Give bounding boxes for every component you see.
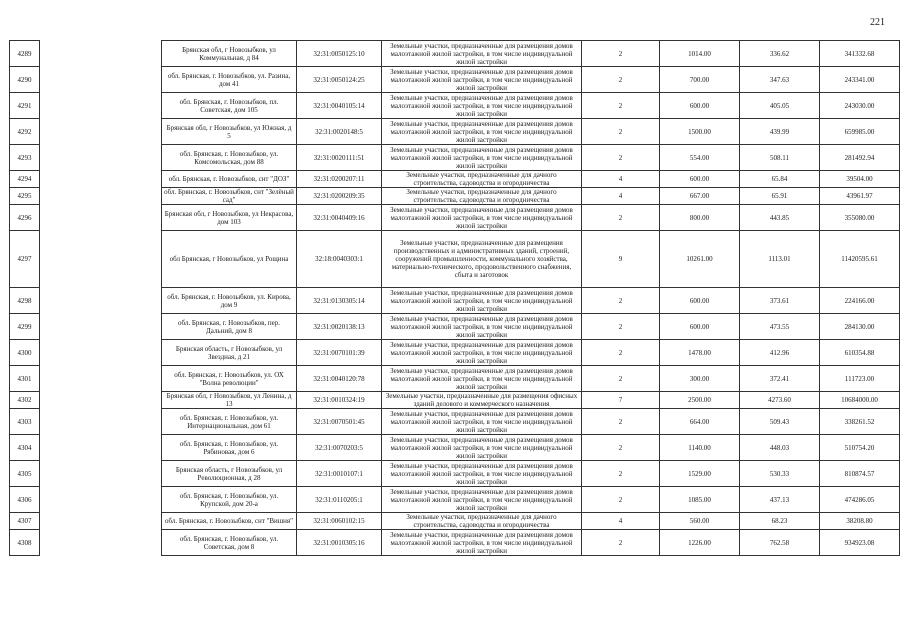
- row-number-cell: 4295: [10, 188, 40, 205]
- cadastral-number-cell: 32:31:0010324:19: [297, 392, 382, 409]
- cadastral-cost-cell: 934923.08: [820, 530, 900, 556]
- area-cell: 600.00: [660, 314, 740, 340]
- cadastral-number-cell: 32:31:0050124:25: [297, 67, 382, 93]
- cadastral-cost-cell: 510754.20: [820, 435, 900, 461]
- unit-value-cell: 1113.01: [740, 231, 820, 288]
- cadastral-number-cell: 32:18:0040303:1: [297, 231, 382, 288]
- cadastral-cost-cell: 224166.00: [820, 288, 900, 314]
- land-use-cell: Земельные участки, предназначенные для размещения домов малоэтажной жилой застройки, в том числе индивидуальной жилой застройки: [382, 67, 582, 93]
- cadastral-cost-cell: 341332.68: [820, 41, 900, 67]
- cadastral-number-cell: 32:31:0200207:11: [297, 171, 382, 188]
- cadastral-cost-cell: 43961.97: [820, 188, 900, 205]
- table-row: [10, 461, 900, 487]
- land-use-cell: Земельные участки, предназначенные для размещения домов малоэтажной жилой застройки, в том числе индивидуальной жилой застройки: [382, 530, 582, 556]
- cadastral-number-cell: 32:31:0040120:78: [297, 366, 382, 392]
- empty-gap-cell: [40, 119, 162, 145]
- land-use-cell: Земельные участки, предназначенные для размещения домов малоэтажной жилой застройки, в том числе индивидуальной жилой застройки: [382, 409, 582, 435]
- unit-value-cell: 762.58: [740, 530, 820, 556]
- land-use-cell: Земельные участки, предназначенные для дачного строительства, садоводства и огородничества: [382, 513, 582, 530]
- address-cell: обл. Брянская, г. Новозыбков, пер. Дальний, дом 8: [162, 314, 297, 340]
- group-number-cell: 2: [582, 314, 660, 340]
- group-number-cell: 2: [582, 530, 660, 556]
- cadastral-cost-cell: 284130.00: [820, 314, 900, 340]
- area-cell: 1085.00: [660, 487, 740, 513]
- empty-gap-cell: [40, 435, 162, 461]
- cadastral-number-cell: 32:31:0060102:15: [297, 513, 382, 530]
- cadastral-cost-cell: 39504.00: [820, 171, 900, 188]
- land-use-cell: Земельные участки, предназначенные для размещения домов малоэтажной жилой застройки, в том числе индивидуальной жилой застройки: [382, 205, 582, 231]
- land-use-cell: Земельные участки, предназначенные для размещения домов малоэтажной жилой застройки, в том числе индивидуальной жилой застройки: [382, 288, 582, 314]
- area-cell: 300.00: [660, 366, 740, 392]
- area-cell: 560.00: [660, 513, 740, 530]
- empty-gap-cell: [40, 171, 162, 188]
- group-number-cell: 4: [582, 513, 660, 530]
- empty-gap-cell: [40, 93, 162, 119]
- group-number-cell: 2: [582, 288, 660, 314]
- row-number-cell: 4297: [10, 231, 40, 288]
- unit-value-cell: 336.62: [740, 41, 820, 67]
- table-row: [10, 231, 900, 288]
- area-cell: 1140.00: [660, 435, 740, 461]
- cadastral-cost-cell: 474286.05: [820, 487, 900, 513]
- row-number-cell: 4302: [10, 392, 40, 409]
- land-use-cell: Земельные участки, предназначенные для дачного строительства, садоводства и огородничества: [382, 188, 582, 205]
- address-cell: Брянская обл, г Новозыбков, ул Коммунальная, д 84: [162, 41, 297, 67]
- address-cell: обл. Брянская, г. Новозыбков, ул. Комсомольская, дом 88: [162, 145, 297, 171]
- empty-gap-cell: [40, 231, 162, 288]
- row-number-cell: 4290: [10, 67, 40, 93]
- cadastral-number-cell: 32:31:0110205:1: [297, 487, 382, 513]
- unit-value-cell: 508.11: [740, 145, 820, 171]
- area-cell: 700.00: [660, 67, 740, 93]
- address-cell: Брянская обл, г Новозыбков, ул Южная, д 5: [162, 119, 297, 145]
- cadastral-number-cell: 32:31:0200209:35: [297, 188, 382, 205]
- table-row: [10, 41, 900, 67]
- empty-gap-cell: [40, 340, 162, 366]
- row-number-cell: 4289: [10, 41, 40, 67]
- address-cell: обл. Брянская, г. Новозыбков, снт "Вишня": [162, 513, 297, 530]
- unit-value-cell: 443.85: [740, 205, 820, 231]
- area-cell: 1500.00: [660, 119, 740, 145]
- empty-gap-cell: [40, 530, 162, 556]
- address-cell: обл. Брянская, г. Новозыбков, ул. Крупской, дом 20-а: [162, 487, 297, 513]
- area-cell: 1014.00: [660, 41, 740, 67]
- empty-gap-cell: [40, 513, 162, 530]
- cadastral-cost-cell: 281492.94: [820, 145, 900, 171]
- group-number-cell: 2: [582, 435, 660, 461]
- row-number-cell: 4308: [10, 530, 40, 556]
- land-use-cell: Земельные участки, предназначенные для размещения домов малоэтажной жилой застройки, в том числе индивидуальной жилой застройки: [382, 340, 582, 366]
- cadastral-number-cell: 32:31:0130305:14: [297, 288, 382, 314]
- address-cell: обл. Брянская, г. Новозыбков, снт "Зелёный сад": [162, 188, 297, 205]
- group-number-cell: 2: [582, 145, 660, 171]
- land-use-cell: Земельные участки, предназначенные для размещения домов малоэтажной жилой застройки, в том числе индивидуальной жилой застройки: [382, 487, 582, 513]
- empty-gap-cell: [40, 409, 162, 435]
- unit-value-cell: 473.55: [740, 314, 820, 340]
- unit-value-cell: 4273.60: [740, 392, 820, 409]
- area-cell: 800.00: [660, 205, 740, 231]
- area-cell: 1478.00: [660, 340, 740, 366]
- group-number-cell: 2: [582, 409, 660, 435]
- empty-gap-cell: [40, 288, 162, 314]
- row-number-cell: 4303: [10, 409, 40, 435]
- table-row: [10, 530, 900, 556]
- table-row: [10, 487, 900, 513]
- cadastral-value-table: [9, 40, 900, 556]
- land-use-cell: Земельные участки, предназначенные для размещения домов малоэтажной жилой застройки, в том числе индивидуальной жилой застройки: [382, 435, 582, 461]
- cadastral-cost-cell: 610354.88: [820, 340, 900, 366]
- row-number-cell: 4296: [10, 205, 40, 231]
- area-cell: 2500.00: [660, 392, 740, 409]
- table-row: [10, 288, 900, 314]
- cadastral-cost-cell: 11420595.61: [820, 231, 900, 288]
- unit-value-cell: 509.43: [740, 409, 820, 435]
- area-cell: 554.00: [660, 145, 740, 171]
- empty-gap-cell: [40, 314, 162, 340]
- cadastral-number-cell: 32:31:0020111:51: [297, 145, 382, 171]
- address-cell: Брянская обл, г Новозыбков, ул Ленина, д 13: [162, 392, 297, 409]
- group-number-cell: 7: [582, 392, 660, 409]
- empty-gap-cell: [40, 461, 162, 487]
- empty-gap-cell: [40, 205, 162, 231]
- unit-value-cell: 448.03: [740, 435, 820, 461]
- row-number-cell: 4292: [10, 119, 40, 145]
- area-cell: 667.00: [660, 188, 740, 205]
- page-number: 221: [870, 17, 885, 28]
- cadastral-number-cell: 32:31:0010107:1: [297, 461, 382, 487]
- empty-gap-cell: [40, 67, 162, 93]
- group-number-cell: 4: [582, 188, 660, 205]
- cadastral-cost-cell: 38208.80: [820, 513, 900, 530]
- empty-gap-cell: [40, 188, 162, 205]
- address-cell: обл. Брянская, г. Новозыбков, ул. ОХ "Волна революции": [162, 366, 297, 392]
- address-cell: обл. Брянская, г. Новозыбков, пл. Советская, дом 105: [162, 93, 297, 119]
- address-cell: Брянская область, г Новозыбков, ул Звездная, д 21: [162, 340, 297, 366]
- unit-value-cell: 412.96: [740, 340, 820, 366]
- group-number-cell: 2: [582, 461, 660, 487]
- address-cell: обл Брянская, г Новозыбков, ул Рощина: [162, 231, 297, 288]
- table-row: [10, 119, 900, 145]
- unit-value-cell: 372.41: [740, 366, 820, 392]
- address-cell: Брянская обл, г Новозыбков, ул Некрасова, дом 103: [162, 205, 297, 231]
- cadastral-number-cell: 32:31:0070203:5: [297, 435, 382, 461]
- table-row: [10, 435, 900, 461]
- area-cell: 664.00: [660, 409, 740, 435]
- table-row: [10, 392, 900, 409]
- cadastral-cost-cell: 659985.00: [820, 119, 900, 145]
- group-number-cell: 2: [582, 487, 660, 513]
- cadastral-cost-cell: 111723.00: [820, 366, 900, 392]
- cadastral-cost-cell: 338261.52: [820, 409, 900, 435]
- row-number-cell: 4301: [10, 366, 40, 392]
- cadastral-number-cell: 32:31:0020148:5: [297, 119, 382, 145]
- cadastral-number-cell: 32:31:0070101:39: [297, 340, 382, 366]
- row-number-cell: 4300: [10, 340, 40, 366]
- address-cell: обл. Брянская, г. Новозыбков, ул. Кирова, дом 9: [162, 288, 297, 314]
- area-cell: 1529.00: [660, 461, 740, 487]
- land-use-cell: Земельные участки, предназначенные для дачного строительства, садоводства и огородничества: [382, 171, 582, 188]
- empty-gap-cell: [40, 366, 162, 392]
- land-use-cell: Земельные участки, предназначенные для размещения домов малоэтажной жилой застройки, в том числе индивидуальной жилой застройки: [382, 461, 582, 487]
- address-cell: обл. Брянская, г. Новозыбков, ул. Интернациональная, дом 61: [162, 409, 297, 435]
- cadastral-cost-cell: 355080.00: [820, 205, 900, 231]
- unit-value-cell: 65.84: [740, 171, 820, 188]
- cadastral-cost-cell: 243030.00: [820, 93, 900, 119]
- table-row: [10, 93, 900, 119]
- table-row: [10, 513, 900, 530]
- table-row: [10, 188, 900, 205]
- land-use-cell: Земельные участки, предназначенные для размещения домов малоэтажной жилой застройки, в том числе индивидуальной жилой застройки: [382, 119, 582, 145]
- group-number-cell: 2: [582, 67, 660, 93]
- group-number-cell: 2: [582, 119, 660, 145]
- land-use-cell: Земельные участки, предназначенные для размещения домов малоэтажной жилой застройки, в том числе индивидуальной жилой застройки: [382, 314, 582, 340]
- row-number-cell: 4298: [10, 288, 40, 314]
- group-number-cell: 9: [582, 231, 660, 288]
- row-number-cell: 4293: [10, 145, 40, 171]
- table-row: [10, 366, 900, 392]
- cadastral-cost-cell: 810874.57: [820, 461, 900, 487]
- row-number-cell: 4306: [10, 487, 40, 513]
- cadastral-cost-cell: 10684000.00: [820, 392, 900, 409]
- area-cell: 1226.00: [660, 530, 740, 556]
- table-row: [10, 314, 900, 340]
- cadastral-number-cell: 32:31:0040409:16: [297, 205, 382, 231]
- empty-gap-cell: [40, 392, 162, 409]
- unit-value-cell: 347.63: [740, 67, 820, 93]
- table-row: [10, 205, 900, 231]
- row-number-cell: 4307: [10, 513, 40, 530]
- address-cell: обл. Брянская, г. Новозыбков, ул. Советская, дом 8: [162, 530, 297, 556]
- area-cell: 600.00: [660, 171, 740, 188]
- group-number-cell: 2: [582, 93, 660, 119]
- area-cell: 10261.00: [660, 231, 740, 288]
- address-cell: обл. Брянская, г. Новозыбков, ул. Рябиновая, дом 6: [162, 435, 297, 461]
- land-use-cell: Земельные участки, предназначенные для размещения домов малоэтажной жилой застройки, в том числе индивидуальной жилой застройки: [382, 93, 582, 119]
- unit-value-cell: 68.23: [740, 513, 820, 530]
- cadastral-number-cell: 32:31:0010305:16: [297, 530, 382, 556]
- unit-value-cell: 373.61: [740, 288, 820, 314]
- address-cell: Брянская область, г Новозыбков, ул Революционная, д 28: [162, 461, 297, 487]
- group-number-cell: 2: [582, 366, 660, 392]
- cadastral-number-cell: 32:31:0050125:10: [297, 41, 382, 67]
- land-use-cell: Земельные участки, предназначенные для размещения производственных и административных зданий, строений, сооружений промышленности, коммунального хозяйства, материально-технического, продовольственного снабжения, сбыта и заготовок: [382, 231, 582, 288]
- group-number-cell: 2: [582, 205, 660, 231]
- unit-value-cell: 405.05: [740, 93, 820, 119]
- row-number-cell: 4299: [10, 314, 40, 340]
- table-body: [10, 41, 900, 556]
- cadastral-number-cell: 32:31:0070501:45: [297, 409, 382, 435]
- group-number-cell: 2: [582, 340, 660, 366]
- unit-value-cell: 439.99: [740, 119, 820, 145]
- address-cell: обл. Брянская, г. Новозыбков, ул. Разина, дом 41: [162, 67, 297, 93]
- cadastral-cost-cell: 243341.00: [820, 67, 900, 93]
- table-row: [10, 340, 900, 366]
- row-number-cell: 4294: [10, 171, 40, 188]
- row-number-cell: 4305: [10, 461, 40, 487]
- land-use-cell: Земельные участки, предназначенные для размещения домов малоэтажной жилой застройки, в том числе индивидуальной жилой застройки: [382, 145, 582, 171]
- table-row: [10, 409, 900, 435]
- unit-value-cell: 437.13: [740, 487, 820, 513]
- empty-gap-cell: [40, 41, 162, 67]
- row-number-cell: 4304: [10, 435, 40, 461]
- area-cell: 600.00: [660, 93, 740, 119]
- empty-gap-cell: [40, 145, 162, 171]
- cadastral-number-cell: 32:31:0020138:13: [297, 314, 382, 340]
- land-use-cell: Земельные участки, предназначенные для размещения офисных зданий делового и коммерческого назначения: [382, 392, 582, 409]
- empty-gap-cell: [40, 487, 162, 513]
- row-number-cell: 4291: [10, 93, 40, 119]
- land-use-cell: Земельные участки, предназначенные для размещения домов малоэтажной жилой застройки, в том числе индивидуальной жилой застройки: [382, 366, 582, 392]
- group-number-cell: 2: [582, 41, 660, 67]
- group-number-cell: 4: [582, 171, 660, 188]
- area-cell: 600.00: [660, 288, 740, 314]
- table-row: [10, 67, 900, 93]
- table-row: [10, 171, 900, 188]
- cadastral-number-cell: 32:31:0040105:14: [297, 93, 382, 119]
- unit-value-cell: 530.33: [740, 461, 820, 487]
- land-use-cell: Земельные участки, предназначенные для размещения домов малоэтажной жилой застройки, в том числе индивидуальной жилой застройки: [382, 41, 582, 67]
- table-row: [10, 145, 900, 171]
- address-cell: обл. Брянская, г. Новозыбков, снт "ДОЗ": [162, 171, 297, 188]
- unit-value-cell: 65.91: [740, 188, 820, 205]
